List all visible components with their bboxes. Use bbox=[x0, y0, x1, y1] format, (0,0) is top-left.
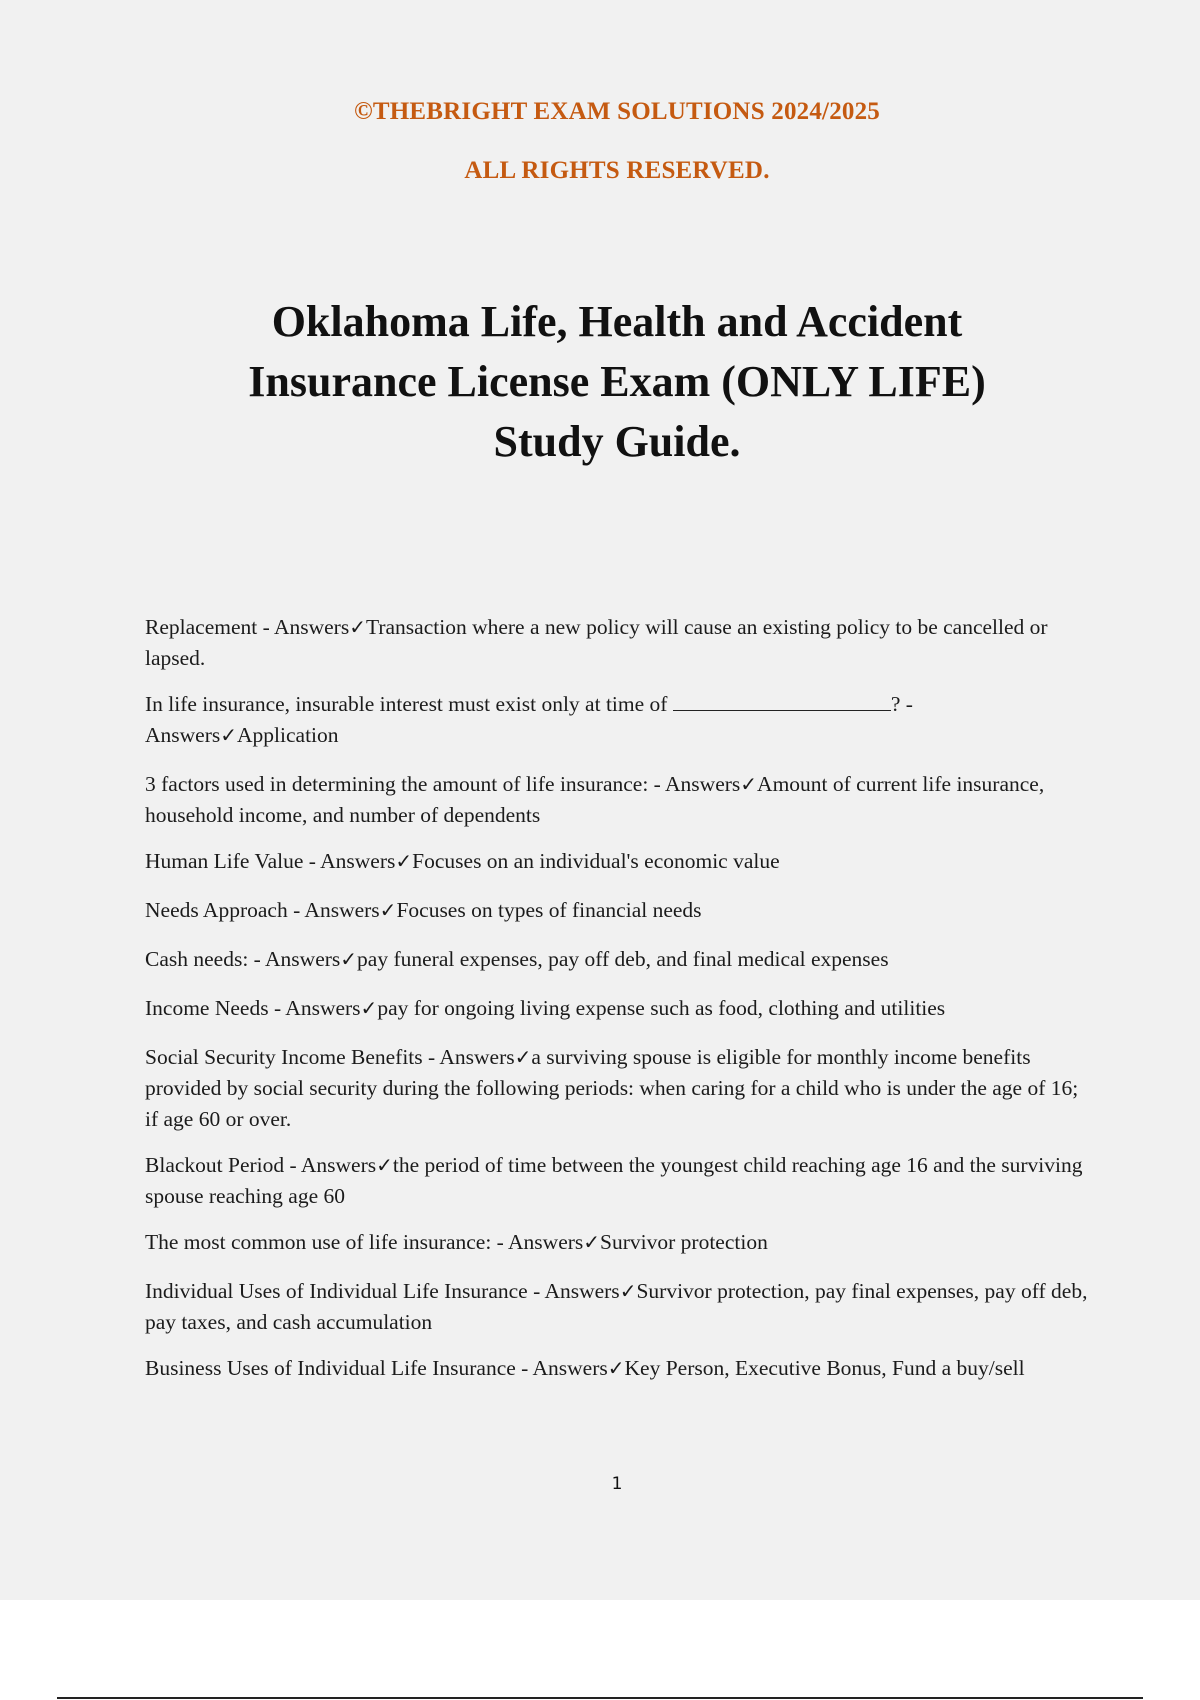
answer-marker: Answers bbox=[304, 898, 380, 922]
answer-text: a surviving spouse is eligible for monthly income benefits provided by social security during the following periods: when caring for a child who is under the age of 16; if age 60 or over. bbox=[145, 1045, 1079, 1131]
checkmark-icon: ✓ bbox=[349, 615, 366, 639]
qa-item bbox=[145, 1150, 1095, 1212]
checkmark-icon: ✓ bbox=[340, 947, 358, 971]
question-text: Human Life Value - bbox=[145, 849, 321, 873]
answer-text: Transaction where a new policy will cause an existing policy to be cancelled or lapsed. bbox=[145, 615, 1048, 670]
question-text: Income Needs - bbox=[145, 996, 286, 1020]
answer-text: Focuses on types of financial needs bbox=[396, 898, 702, 922]
checkmark-icon: ✓ bbox=[619, 1279, 637, 1303]
answer-text: Application bbox=[237, 723, 339, 747]
question-text: The most common use of life insurance: - bbox=[145, 1230, 509, 1254]
answer-marker: Answers bbox=[300, 1153, 377, 1177]
question-text: Social Security Income Benefits - bbox=[145, 1045, 440, 1069]
title-line-2: Insurance License Exam (ONLY LIFE) bbox=[248, 357, 986, 406]
question-text: Needs Approach - bbox=[145, 898, 305, 922]
checkmark-icon: ✓ bbox=[514, 1045, 532, 1069]
question-text: In life insurance, insurable interest must exist only at time of bbox=[145, 692, 673, 716]
answer-marker: Answers bbox=[285, 996, 361, 1020]
checkmark-icon: ✓ bbox=[740, 772, 758, 796]
question-text: Cash needs: - bbox=[145, 947, 266, 971]
question-text: Blackout Period - bbox=[145, 1153, 301, 1177]
answer-marker: Answers bbox=[145, 723, 221, 747]
checkmark-icon: ✓ bbox=[607, 1356, 625, 1380]
qa-list bbox=[145, 612, 1095, 1399]
qa-item bbox=[145, 769, 1095, 831]
answer-text: Key Person, Executive Bonus, Fund a buy/sell bbox=[624, 1356, 1025, 1380]
title-line-1: Oklahoma Life, Health and Accident bbox=[271, 297, 963, 346]
answer-marker: Answers bbox=[544, 1279, 620, 1303]
page-number: 1 bbox=[611, 1474, 623, 1494]
answer-marker: Answers bbox=[320, 849, 396, 873]
answer-text: Focuses on an individual's economic value bbox=[412, 849, 780, 873]
answer-marker: Answers bbox=[665, 772, 741, 796]
fill-in-blank bbox=[673, 690, 891, 711]
question-text: 3 factors used in determining the amount of life insurance: - bbox=[145, 772, 666, 796]
checkmark-icon: ✓ bbox=[220, 723, 238, 747]
checkmark-icon: ✓ bbox=[395, 849, 413, 873]
checkmark-icon: ✓ bbox=[583, 1230, 601, 1254]
answer-marker: Answers bbox=[439, 1045, 515, 1069]
checkmark-icon: ✓ bbox=[360, 996, 378, 1020]
rights-reserved-header: ALL RIGHTS RESERVED. bbox=[464, 157, 770, 184]
answer-marker: Answers bbox=[508, 1230, 584, 1254]
qa-item bbox=[145, 895, 1095, 926]
question-text: Individual Uses of Individual Life Insurance - bbox=[145, 1279, 545, 1303]
answer-marker: Answers bbox=[273, 615, 350, 639]
answer-marker: Answers bbox=[532, 1356, 608, 1380]
qa-item bbox=[145, 846, 1095, 877]
question-text-suffix: ? - bbox=[890, 692, 913, 716]
qa-item bbox=[145, 1353, 1095, 1384]
qa-item bbox=[145, 993, 1095, 1024]
answer-text: Amount of current life insurance, household income, and number of dependents bbox=[145, 772, 1045, 827]
answer-text: Survivor protection, pay final expenses, pay off deb, pay taxes, and cash accumulation bbox=[145, 1279, 1088, 1334]
answer-marker: Answers bbox=[265, 947, 341, 971]
document-title bbox=[150, 292, 1084, 472]
copyright-header: ©THEBRIGHT EXAM SOLUTIONS 2024/2025 bbox=[353, 98, 880, 125]
checkmark-icon: ✓ bbox=[376, 1153, 393, 1177]
qa-item bbox=[145, 1227, 1095, 1258]
question-text: Business Uses of Individual Life Insurance - bbox=[145, 1356, 533, 1380]
qa-item bbox=[145, 612, 1095, 674]
checkmark-icon: ✓ bbox=[379, 898, 397, 922]
bottom-divider bbox=[57, 1697, 1143, 1699]
title-line-3: Study Guide. bbox=[493, 417, 741, 466]
qa-item bbox=[145, 1276, 1095, 1338]
question-text: Replacement - bbox=[145, 615, 274, 639]
qa-item bbox=[145, 689, 1095, 751]
answer-text: pay funeral expenses, pay off deb, and final medical expenses bbox=[357, 947, 889, 971]
qa-item bbox=[145, 1042, 1095, 1135]
answer-text: pay for ongoing living expense such as food, clothing and utilities bbox=[377, 996, 946, 1020]
answer-text: the period of time between the youngest child reaching age 16 and the surviving spouse reaching age 60 bbox=[145, 1153, 1083, 1208]
answer-text: Survivor protection bbox=[600, 1230, 768, 1254]
qa-item bbox=[145, 944, 1095, 975]
